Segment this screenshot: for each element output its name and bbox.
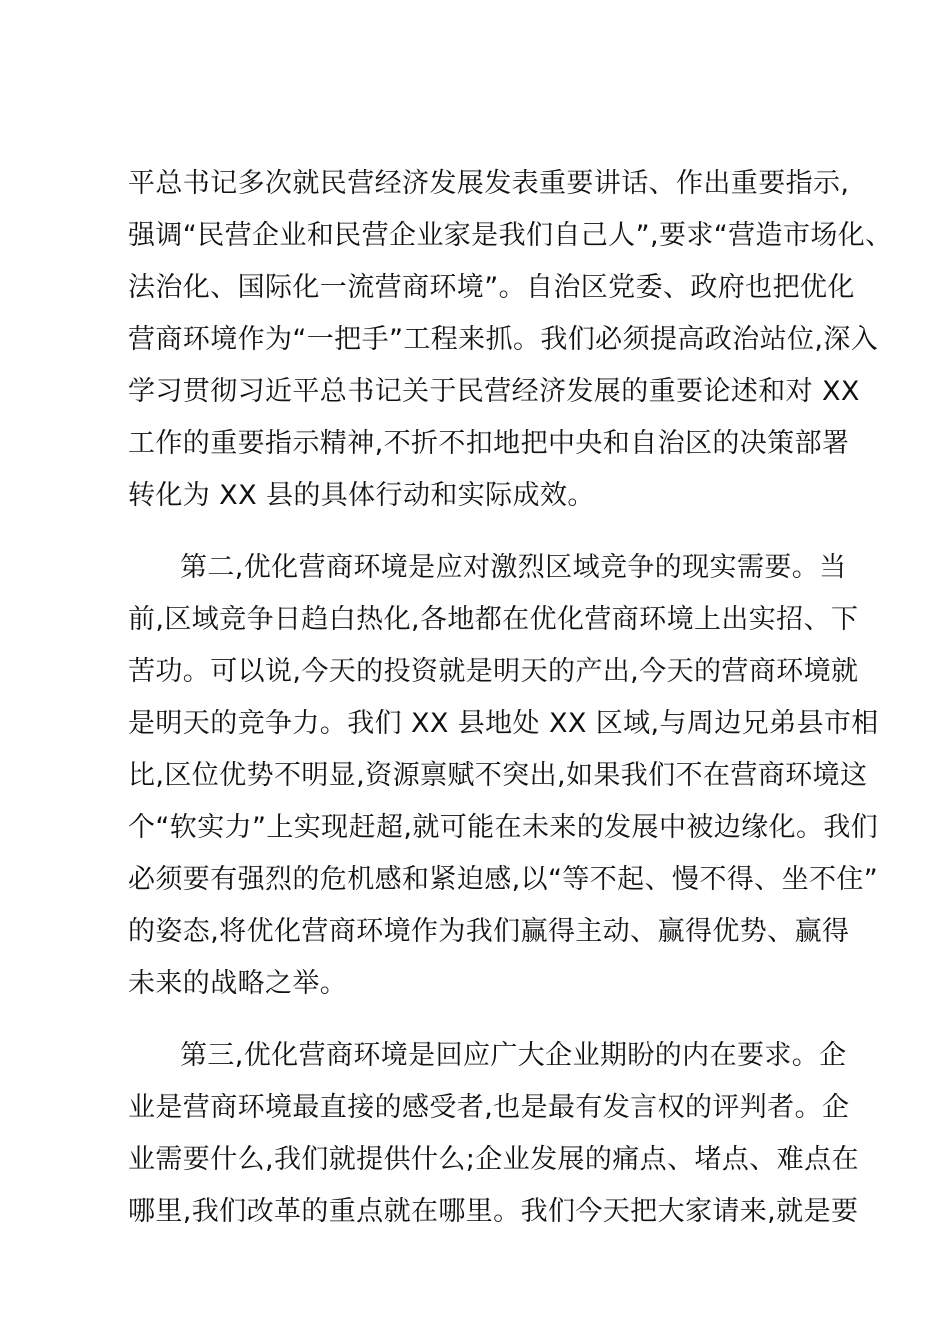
text-line: 学习贯彻习近平总书记关于民营经济发展的重要论述和对 XX: [128, 376, 860, 407]
text-line: 哪里,我们改革的重点就在哪里。我们今天把大家请来,就是要: [128, 1196, 859, 1227]
text-line: 平总书记多次就民营经济发展发表重要讲话、作出重要指示,: [128, 168, 850, 199]
text-line: 未来的战略之举。: [128, 968, 348, 999]
text-line: 营商环境作为“一把手”工程来抓。我们必须提高政治站位,深入: [128, 324, 879, 355]
text-line: 是明天的竞争力。我们 XX 县地处 XX 区域,与周边兄弟县市相: [128, 708, 879, 739]
paragraph-heading-line: 第二,优化营商环境是应对激烈区域竞争的现实需要。当: [180, 552, 847, 583]
text-line: 的姿态,将优化营商环境作为我们赢得主动、赢得优势、赢得: [128, 916, 850, 947]
text-line: 业需要什么,我们就提供什么;企业发展的痛点、堵点、难点在: [128, 1144, 859, 1175]
paragraph-heading-line: 第三,优化营商环境是回应广大企业期盼的内在要求。企: [180, 1040, 847, 1071]
text-line: 强调“民营企业和民营企业家是我们自己人”,要求“营造市场化、: [128, 220, 893, 251]
text-line: 法治化、国际化一流营商环境”。自治区党委、政府也把优化: [128, 272, 855, 303]
text-line: 必须要有强烈的危机感和紧迫感,以“等不起、慢不得、坐不住”: [128, 864, 879, 895]
text-line: 工作的重要指示精神,不折不扣地把中央和自治区的决策部署: [128, 428, 850, 459]
text-line: 业是营商环境最直接的感受者,也是最有发言权的评判者。企: [128, 1092, 850, 1123]
text-line: 比,区位优势不明显,资源禀赋不突出,如果我们不在营商环境这: [128, 760, 868, 791]
text-line: 苦功。可以说,今天的投资就是明天的产出,今天的营商环境就: [128, 656, 859, 687]
text-line: 转化为 XX 县的具体行动和实际成效。: [128, 480, 595, 511]
text-line: 前,区域竞争日趋白热化,各地都在优化营商环境上出实招、下: [128, 604, 859, 635]
text-line: 个“软实力”上实现赶超,就可能在未来的发展中被边缘化。我们: [128, 812, 879, 843]
